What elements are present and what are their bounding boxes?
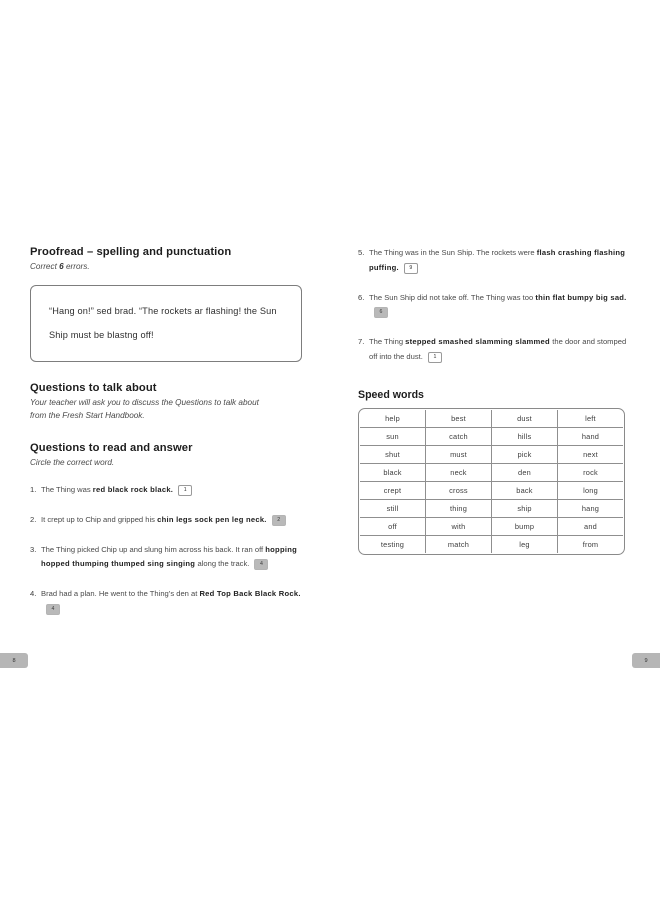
question-word-choices[interactable]: Red Top Back Black Rock. — [199, 589, 301, 599]
question-text: The Thing was — [41, 485, 93, 495]
right-page-content — [358, 246, 630, 555]
answer-marker-box[interactable]: 4 — [46, 604, 60, 615]
speed-word-cell[interactable]: neck — [426, 463, 492, 481]
question-word-choices[interactable]: stepped smashed slamming slammed — [405, 337, 553, 347]
question-word-choices[interactable]: flash crashing flashing puffing. — [369, 248, 626, 272]
question-word-choices[interactable]: thin flat bumpy big sad. — [535, 292, 627, 302]
speed-word-cell[interactable]: left — [558, 409, 624, 427]
question-word-choices[interactable]: hopping hopped thumping thumped sing singing — [41, 544, 297, 569]
page-number-tab-right: 9 — [632, 653, 660, 668]
question-text: The Thing — [369, 337, 406, 347]
read-answer-instruction: Circle the correct word. — [30, 457, 115, 467]
question-item — [30, 483, 302, 498]
proofread-passage-box — [30, 285, 302, 362]
question-number: 5. — [358, 248, 365, 257]
question-text: The Sun Ship did not take off. The Thing was too — [369, 292, 536, 302]
question-word-choices[interactable]: red black rock black. — [92, 485, 174, 495]
question-number: 6. — [358, 292, 365, 302]
speed-word-cell[interactable]: from — [558, 535, 624, 553]
speed-words-table-wrapper — [358, 408, 625, 555]
answer-marker-box[interactable]: 1 — [178, 485, 192, 496]
question-item — [30, 513, 302, 528]
speed-words-row — [360, 517, 624, 535]
question-word-choices[interactable]: chin legs sock pen leg neck. — [157, 514, 267, 524]
answer-marker-box[interactable]: 6 — [374, 307, 388, 318]
question-text: the door and stomped off into the dust. — [369, 337, 627, 361]
speed-word-cell[interactable]: dust — [492, 409, 558, 427]
speed-words-table — [359, 409, 624, 554]
talk-about-heading: Questions to talk about — [30, 382, 157, 395]
speed-word-cell[interactable]: pick — [492, 445, 558, 463]
question-text: It crept up to Chip and gripped his — [41, 514, 158, 524]
question-number: 4. — [30, 589, 37, 599]
speed-word-cell[interactable]: rock — [558, 463, 624, 481]
speed-word-cell[interactable]: with — [426, 517, 492, 535]
answer-marker-box[interactable]: 2 — [272, 515, 286, 526]
speed-word-cell[interactable]: hang — [558, 499, 624, 517]
question-body — [41, 543, 302, 573]
question-text: The Thing was in the Sun Ship. The rockets were — [369, 248, 537, 257]
speed-word-cell[interactable]: next — [558, 445, 624, 463]
read-answer-heading: Questions to read and answer — [30, 441, 193, 454]
proofread-instruction — [30, 261, 302, 273]
question-item — [358, 335, 630, 365]
question-body — [41, 483, 302, 498]
speed-word-cell[interactable]: black — [360, 463, 426, 481]
question-item — [30, 587, 302, 617]
left-page-content — [30, 246, 302, 632]
question-item — [358, 291, 630, 321]
answer-marker-box[interactable]: 4 — [254, 559, 268, 570]
speed-word-cell[interactable]: off — [360, 517, 426, 535]
speed-word-cell[interactable]: long — [558, 481, 624, 499]
speed-words-row — [360, 481, 624, 499]
speed-words-heading: Speed words — [358, 388, 424, 401]
speed-word-cell[interactable]: hand — [558, 427, 624, 445]
question-number: 1. — [30, 485, 37, 495]
speed-word-cell[interactable]: and — [558, 517, 624, 535]
speed-word-cell[interactable]: help — [360, 409, 426, 427]
proofread-error-count: 6 — [59, 262, 64, 271]
speed-word-cell[interactable]: must — [426, 445, 492, 463]
speed-words-row — [360, 427, 624, 445]
speed-words-row — [360, 499, 624, 517]
speed-word-cell[interactable]: catch — [426, 427, 492, 445]
talk-about-instruction-line: from the Fresh Start Handbook. — [30, 410, 145, 420]
speed-words-row — [360, 409, 624, 427]
right-question-list — [358, 246, 630, 365]
passage-line: Ship must be blastng off! — [49, 329, 154, 340]
speed-word-cell[interactable]: back — [492, 481, 558, 499]
question-text: along the track. — [197, 559, 250, 569]
proofread-heading: Proofread – spelling and punctuation — [30, 246, 232, 258]
speed-word-cell[interactable]: leg — [492, 535, 558, 553]
speed-word-cell[interactable]: still — [360, 499, 426, 517]
proofread-instruction-prefix: Correct — [30, 262, 60, 271]
speed-word-cell[interactable]: match — [426, 535, 492, 553]
answer-marker-box[interactable]: 9 — [404, 263, 418, 274]
speed-words-row — [360, 535, 624, 553]
question-body — [369, 335, 630, 365]
question-number: 2. — [30, 514, 37, 524]
proofread-instruction-suffix: errors. — [63, 262, 90, 271]
speed-word-cell[interactable]: crept — [360, 481, 426, 499]
speed-word-cell[interactable]: best — [426, 409, 492, 427]
speed-word-cell[interactable]: hills — [492, 427, 558, 445]
question-item — [358, 246, 630, 276]
question-number: 7. — [358, 337, 365, 347]
right-page — [330, 0, 660, 900]
question-body — [369, 291, 630, 321]
speed-word-cell[interactable]: testing — [360, 535, 426, 553]
speed-word-cell[interactable]: sun — [360, 427, 426, 445]
speed-word-cell[interactable]: den — [492, 463, 558, 481]
question-body — [369, 246, 630, 276]
passage-line: “Hang on!” sed brad. “The rockets ar flashing! the Sun — [49, 306, 277, 317]
page-number-tab-left: 8 — [0, 653, 28, 668]
speed-word-cell[interactable]: shut — [360, 445, 426, 463]
speed-word-cell[interactable]: ship — [492, 499, 558, 517]
speed-word-cell[interactable]: thing — [426, 499, 492, 517]
speed-word-cell[interactable]: bump — [492, 517, 558, 535]
question-text: Brad had a plan. He went to the Thing’s den at — [41, 589, 200, 599]
question-body — [41, 513, 302, 528]
speed-words-row — [360, 445, 624, 463]
question-item — [30, 543, 302, 573]
answer-marker-box[interactable]: 1 — [428, 352, 442, 363]
speed-words-row — [360, 463, 624, 481]
question-body — [41, 587, 302, 617]
talk-about-instruction-line: Your teacher will ask you to discuss the Questions to talk about — [30, 398, 259, 408]
speed-word-cell[interactable]: cross — [426, 481, 492, 499]
left-question-list — [30, 483, 302, 617]
question-text: The Thing picked Chip up and slung him across his back. It ran off — [41, 544, 266, 554]
question-number: 3. — [30, 544, 37, 554]
